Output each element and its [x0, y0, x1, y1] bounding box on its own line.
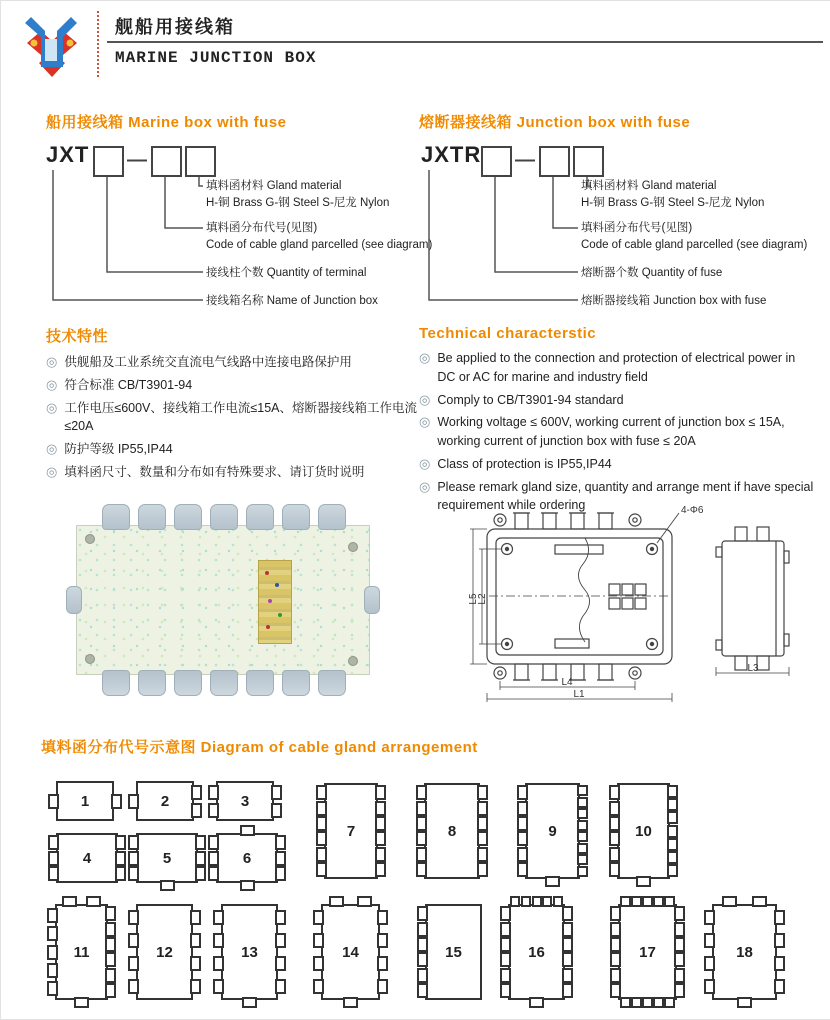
cable-gland-stub — [105, 937, 116, 952]
cable-gland-stub — [521, 896, 531, 907]
cable-gland-stub — [577, 797, 588, 808]
cable-gland-stub — [500, 968, 511, 983]
page-title-en: MARINE JUNCTION BOX — [115, 49, 317, 67]
gland-box-14 — [321, 904, 380, 1000]
label-gland-material-zh: 填料函材料 Gland material — [581, 180, 717, 192]
ring-bullet-icon: ◎ — [419, 414, 431, 430]
cable-gland-stub — [416, 862, 427, 877]
cable-gland-stub — [275, 956, 286, 971]
cable-gland-stub — [609, 816, 620, 831]
cable-gland-stub — [190, 956, 201, 971]
cable-gland-stub — [577, 866, 588, 877]
cable-gland-stub — [609, 862, 620, 877]
cable-gland-stub — [208, 835, 219, 850]
cable-gland-stub — [377, 933, 388, 948]
cable-gland-stub — [500, 952, 511, 967]
cable-gland-stub — [316, 862, 327, 877]
cable-gland-stub — [313, 956, 324, 971]
ring-bullet-icon: ◎ — [46, 463, 58, 479]
cable-gland-stub — [545, 876, 560, 887]
cable-gland-stub — [375, 847, 386, 862]
cable-gland-stub — [128, 866, 139, 881]
gland-box-7 — [324, 783, 378, 879]
ring-bullet-icon: ◎ — [46, 441, 58, 456]
cable-gland-stub — [704, 956, 715, 971]
gland-box-number: 16 — [528, 943, 545, 961]
cable-gland-stub — [213, 979, 224, 994]
ring-bullet-icon: ◎ — [419, 350, 431, 365]
cable-gland-stub — [208, 803, 219, 818]
cable-gland-stub — [416, 785, 427, 800]
cable-gland-stub — [577, 843, 588, 854]
cable-gland-stub — [375, 816, 386, 831]
cable-gland-stub — [667, 825, 678, 838]
cable-gland-stub — [517, 816, 528, 831]
cable-gland-stub — [417, 906, 428, 921]
gland-box-12 — [136, 904, 193, 1000]
cable-gland-stub — [416, 816, 427, 831]
cable-gland-stub — [631, 896, 642, 907]
cable-gland-stub — [128, 794, 139, 809]
cable-gland-stub — [160, 880, 175, 891]
label-name: 接线箱名称 Name of Junction box — [206, 295, 378, 307]
gland-box-17 — [618, 904, 677, 1000]
cable-gland-stub — [517, 831, 528, 846]
label-name: 熔断器接线箱 Junction box with fuse — [581, 295, 767, 307]
cable-gland-stub — [195, 835, 206, 850]
cable-gland-stub — [128, 933, 139, 948]
ring-bullet-icon: ◎ — [46, 354, 58, 369]
label-gland-material-codes: H-铜 Brass G-钢 Steel S-尼龙 Nylon — [581, 197, 765, 209]
cable-gland-stub — [642, 997, 653, 1008]
cable-gland-stub — [313, 979, 324, 994]
label-quantity: 熔断器个数 Quantity of fuse — [581, 267, 723, 279]
ring-bullet-icon: ◎ — [46, 376, 58, 392]
cable-gland-stub — [542, 896, 552, 907]
cable-gland-stub — [111, 794, 122, 809]
cable-gland-stub — [357, 896, 372, 907]
cable-gland-stub — [636, 876, 651, 887]
cable-gland-stub — [752, 896, 767, 907]
cable-gland-stub — [610, 922, 621, 937]
cable-gland-stub — [517, 862, 528, 877]
section-title-marine-box: 船用接线箱 Marine box with fuse — [46, 114, 287, 131]
cable-gland-stub — [105, 906, 116, 921]
gland-box-number: 12 — [156, 943, 173, 961]
cable-gland-stub — [562, 952, 573, 967]
cable-gland-stub — [115, 851, 126, 866]
cable-gland-stub — [213, 956, 224, 971]
cable-gland-stub — [105, 952, 116, 967]
gland-box-number: 5 — [162, 849, 172, 867]
gland-box-number: 17 — [639, 943, 656, 961]
cable-gland-stub — [48, 851, 59, 866]
gland-box-number: 18 — [736, 943, 753, 961]
cable-gland-stub — [275, 933, 286, 948]
cable-gland-stub — [316, 801, 327, 816]
cable-gland-stub — [417, 952, 428, 967]
cable-gland-stub — [667, 811, 678, 824]
cable-gland-stub — [529, 997, 544, 1008]
page-title-zh: 舰船用接线箱 — [115, 17, 235, 37]
cable-gland-stub — [242, 997, 257, 1008]
gland-box-number: 14 — [342, 943, 359, 961]
cable-gland-stub — [667, 851, 678, 864]
cable-gland-stub — [240, 880, 255, 891]
cable-gland-stub — [375, 862, 386, 877]
cable-gland-stub — [128, 979, 139, 994]
tech-bullet-text: Be applied to the connection and protection of electrical power in DC or AC for marine and industry field — [437, 351, 796, 384]
cable-gland-stub — [128, 851, 139, 866]
cable-gland-stub — [208, 866, 219, 881]
cable-gland-stub — [609, 801, 620, 816]
cable-gland-stub — [115, 866, 126, 881]
cable-gland-stub — [62, 896, 77, 907]
cable-gland-stub — [316, 847, 327, 862]
cable-gland-stub — [191, 785, 202, 800]
cable-gland-stub — [375, 801, 386, 816]
ring-bullet-icon: ◎ — [419, 478, 431, 494]
cable-gland-stub — [47, 963, 58, 978]
model-dash: — — [515, 149, 535, 171]
gland-box-number: 9 — [548, 822, 557, 840]
cable-gland-stub — [722, 896, 737, 907]
tech-bullet-text: 符合标准 CB/T3901-94 — [64, 377, 193, 392]
cable-gland-stub — [47, 908, 58, 923]
dim-label-left-inner: L2 — [477, 593, 488, 605]
cable-gland-stub — [610, 937, 621, 952]
cable-gland-stub — [477, 801, 488, 816]
cable-gland-stub — [275, 910, 286, 925]
cable-gland-stub — [577, 854, 588, 865]
cable-gland-stub — [115, 835, 126, 850]
cable-gland-stub — [377, 979, 388, 994]
cable-gland-stub — [190, 933, 201, 948]
cable-gland-stub — [667, 798, 678, 811]
cable-gland-stub — [195, 851, 206, 866]
cable-gland-stub — [517, 785, 528, 800]
gland-box-number: 6 — [242, 849, 252, 867]
cable-gland-stub — [704, 979, 715, 994]
model-dash: — — [127, 149, 147, 171]
cable-gland-stub — [609, 785, 620, 800]
cable-gland-stub — [48, 794, 59, 809]
tech-bullet-text: Class of protection is IP55,IP44 — [437, 456, 612, 471]
cable-gland-stub — [271, 803, 282, 818]
cable-gland-stub — [631, 997, 642, 1008]
cable-gland-stub — [610, 968, 621, 983]
cable-gland-stub — [620, 997, 631, 1008]
gland-arrangement-title: 填料函分布代号示意图 Diagram of cable gland arrangement — [41, 739, 478, 756]
dim-label-side: L3 — [747, 663, 759, 674]
cable-gland-stub — [128, 910, 139, 925]
cable-gland-stub — [48, 835, 59, 850]
cable-gland-stub — [275, 979, 286, 994]
cable-gland-stub — [74, 997, 89, 1008]
cable-gland-stub — [275, 866, 286, 881]
cable-gland-stub — [674, 937, 685, 952]
gland-box-3 — [216, 781, 274, 821]
cable-gland-stub — [774, 910, 785, 925]
cable-gland-stub — [674, 922, 685, 937]
gland-box-number: 15 — [445, 943, 462, 961]
cable-gland-stub — [737, 997, 752, 1008]
tech-bullet-text: Working voltage ≤ 600V, working current of junction box ≤ 15A, working current of junction box with fuse ≤ 20A — [437, 415, 785, 448]
label-gland-material-codes: H-铜 Brass G-钢 Steel S-尼龙 Nylon — [206, 197, 390, 209]
cable-gland-stub — [664, 997, 675, 1008]
label-gland-code-en: Code of cable gland parcelled (see diagram) — [581, 239, 808, 251]
gland-box-number: 4 — [82, 849, 92, 867]
cable-gland-stub — [105, 983, 116, 998]
cable-gland-stub — [477, 785, 488, 800]
gland-box-number: 13 — [241, 943, 258, 961]
cable-gland-stub — [704, 910, 715, 925]
cable-gland-stub — [208, 851, 219, 866]
gland-box-number: 2 — [160, 792, 170, 810]
cable-gland-stub — [562, 983, 573, 998]
cable-gland-stub — [674, 983, 685, 998]
cable-gland-stub — [48, 866, 59, 881]
section-title-fuse-box: 熔断器接线箱 Junction box with fuse — [419, 114, 691, 131]
gland-arrangement-canvas — [1, 1, 830, 1019]
tech-title-en: Technical characterstic — [419, 325, 597, 342]
cable-gland-stub — [128, 835, 139, 850]
cable-gland-stub — [375, 831, 386, 846]
label-gland-code-zh: 填料函分布代号(见图) — [206, 222, 318, 234]
gland-box-number: 7 — [346, 822, 356, 840]
cable-gland-stub — [377, 956, 388, 971]
cable-gland-stub — [477, 816, 488, 831]
cable-gland-stub — [417, 968, 428, 983]
cable-gland-stub — [313, 933, 324, 948]
cable-gland-stub — [105, 968, 116, 983]
cable-gland-stub — [416, 847, 427, 862]
gland-box-number: 8 — [447, 822, 457, 840]
cable-gland-stub — [316, 831, 327, 846]
cable-gland-stub — [562, 906, 573, 921]
gland-box-5 — [136, 833, 198, 883]
cable-gland-stub — [417, 937, 428, 952]
cable-gland-stub — [190, 979, 201, 994]
cable-gland-stub — [477, 847, 488, 862]
cable-gland-stub — [577, 785, 588, 796]
cable-gland-stub — [510, 896, 520, 907]
cable-gland-stub — [667, 838, 678, 851]
cable-gland-stub — [316, 785, 327, 800]
cable-gland-stub — [667, 864, 678, 877]
cable-gland-stub — [674, 906, 685, 921]
cable-gland-stub — [213, 933, 224, 948]
cable-gland-stub — [417, 922, 428, 937]
ring-bullet-icon: ◎ — [46, 399, 58, 415]
cable-gland-stub — [47, 926, 58, 941]
gland-box-18 — [712, 904, 777, 1000]
cable-gland-stub — [416, 831, 427, 846]
dim-label-left-outer: L5 — [468, 593, 479, 605]
cable-gland-stub — [517, 847, 528, 862]
cable-gland-stub — [195, 866, 206, 881]
gland-box-number: 1 — [80, 792, 90, 810]
cable-gland-stub — [417, 983, 428, 998]
dim-label-bottom-inner: L4 — [561, 677, 573, 688]
cable-gland-stub — [377, 910, 388, 925]
tech-bullet-text: 工作电压≤600V、接线箱工作电流≤15A、熔断器接线箱工作电流≤20A — [64, 400, 417, 434]
gland-box-6 — [216, 833, 278, 883]
cable-gland-stub — [774, 933, 785, 948]
gland-box-13 — [221, 904, 278, 1000]
tech-bullet-text: Please remark gland size, quantity and arrange ment if have special requirement while ordering — [437, 479, 814, 513]
cable-gland-stub — [47, 945, 58, 960]
tech-bullet-text: 填料函尺寸、数量和分布如有特殊要求、请订货时说明 — [64, 464, 365, 479]
cable-gland-stub — [610, 952, 621, 967]
cable-gland-stub — [774, 979, 785, 994]
gland-box-9 — [525, 783, 580, 879]
cable-gland-stub — [653, 896, 664, 907]
cable-gland-stub — [213, 910, 224, 925]
tech-bullet-text: 防护等级 IP55,IP44 — [64, 442, 173, 456]
cable-gland-stub — [316, 816, 327, 831]
cable-gland-stub — [562, 937, 573, 952]
cable-gland-stub — [577, 831, 588, 842]
cable-gland-stub — [609, 847, 620, 862]
cable-gland-stub — [667, 785, 678, 798]
cable-gland-stub — [105, 922, 116, 937]
cable-gland-stub — [653, 997, 664, 1008]
cable-gland-stub — [577, 808, 588, 819]
cable-gland-stub — [642, 896, 653, 907]
cable-gland-stub — [774, 956, 785, 971]
label-gland-code-en: Code of cable gland parcelled (see diagram) — [206, 239, 433, 251]
cable-gland-stub — [674, 968, 685, 983]
cable-gland-stub — [609, 831, 620, 846]
cable-gland-stub — [128, 956, 139, 971]
cable-gland-stub — [329, 896, 344, 907]
cable-gland-stub — [674, 952, 685, 967]
cable-gland-stub — [477, 862, 488, 877]
cable-gland-stub — [275, 835, 286, 850]
ring-bullet-icon: ◎ — [419, 455, 431, 471]
tech-title-zh: 技术特性 — [46, 328, 109, 345]
gland-box-15 — [425, 904, 482, 1000]
cable-gland-stub — [500, 922, 511, 937]
model-prefix: JXT — [46, 142, 90, 167]
cable-gland-stub — [704, 933, 715, 948]
cable-gland-stub — [610, 983, 621, 998]
gland-box-11 — [55, 904, 108, 1000]
cable-gland-stub — [532, 896, 542, 907]
label-gland-material-zh: 填料函材料 Gland material — [206, 180, 342, 192]
model-prefix: JXTR — [421, 142, 482, 167]
cable-gland-stub — [620, 896, 631, 907]
gland-box-number: 10 — [635, 822, 652, 840]
cable-gland-stub — [562, 922, 573, 937]
cable-gland-stub — [477, 831, 488, 846]
cable-gland-stub — [500, 906, 511, 921]
cable-gland-stub — [562, 968, 573, 983]
cable-gland-stub — [553, 896, 563, 907]
tech-bullet-text: 供舰船及工业系统交直流电气线路中连接电路保护用 — [64, 355, 352, 369]
cable-gland-stub — [313, 910, 324, 925]
cable-gland-stub — [275, 851, 286, 866]
gland-box-number: 11 — [73, 943, 90, 961]
gland-box-number: 3 — [240, 792, 250, 810]
dim-label-holes: 4-Φ6 — [681, 505, 704, 516]
gland-box-2 — [136, 781, 194, 821]
cable-gland-stub — [271, 785, 282, 800]
dim-label-bottom-outer: L1 — [573, 689, 585, 700]
gland-box-10 — [617, 783, 670, 879]
cable-gland-stub — [416, 801, 427, 816]
cable-gland-stub — [190, 910, 201, 925]
cable-gland-stub — [517, 801, 528, 816]
cable-gland-stub — [240, 825, 255, 836]
cable-gland-stub — [610, 906, 621, 921]
cable-gland-stub — [664, 896, 675, 907]
label-quantity: 接线柱个数 Quantity of terminal — [206, 267, 367, 279]
tech-bullet-text: Comply to CB/T3901-94 standard — [437, 392, 624, 407]
cable-gland-stub — [47, 981, 58, 996]
cable-gland-stub — [500, 937, 511, 952]
gland-box-8 — [424, 783, 480, 879]
label-gland-code-zh: 填料函分布代号(见图) — [581, 222, 693, 234]
cable-gland-stub — [86, 896, 101, 907]
cable-gland-stub — [577, 820, 588, 831]
cable-gland-stub — [208, 785, 219, 800]
cable-gland-stub — [375, 785, 386, 800]
cable-gland-stub — [500, 983, 511, 998]
cable-gland-stub — [343, 997, 358, 1008]
ring-bullet-icon: ◎ — [419, 391, 431, 407]
gland-box-1 — [56, 781, 114, 821]
gland-box-4 — [56, 833, 118, 883]
gland-box-16 — [508, 904, 565, 1000]
cable-gland-stub — [191, 803, 202, 818]
